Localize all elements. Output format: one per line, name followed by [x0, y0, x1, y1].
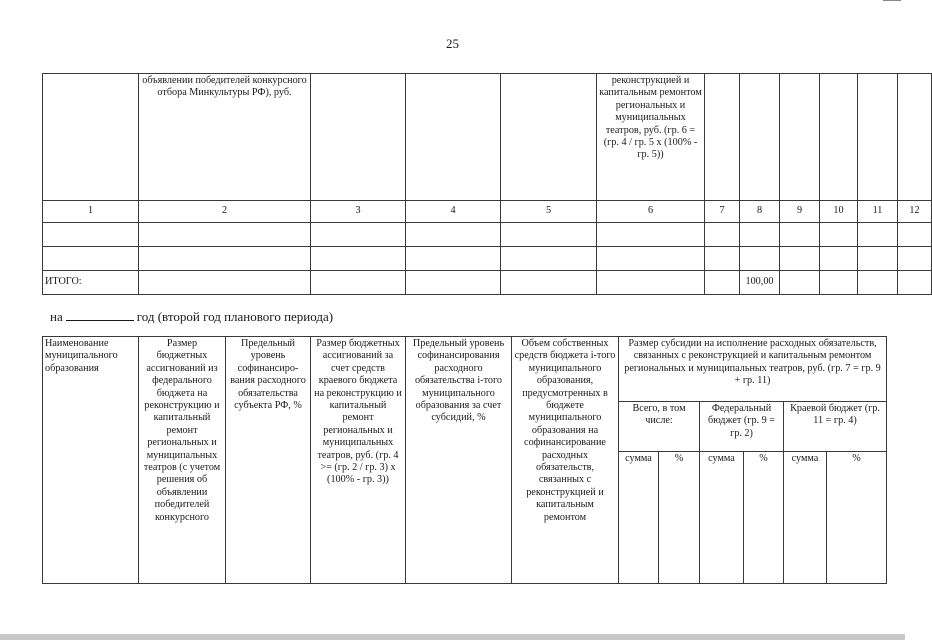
column-number: 7: [705, 201, 740, 223]
header-municipality: Наименование муниципального образования: [43, 337, 139, 584]
table-row: [43, 247, 932, 271]
total-label: ИТОГО:: [43, 271, 139, 295]
column-number: 10: [820, 201, 858, 223]
page-number: 25: [446, 36, 459, 51]
subtitle-suffix: год (второй год планового периода): [136, 309, 334, 324]
column-number: 5: [501, 201, 597, 223]
subheader-total: Всего, в том числе:: [619, 401, 700, 452]
header-cell: [311, 74, 406, 201]
percent-label: %: [827, 452, 887, 584]
header-cell: [858, 74, 898, 201]
summa-label: сумма: [619, 452, 659, 584]
header-cell: [820, 74, 858, 201]
table-row: [43, 223, 932, 247]
column-number: 2: [139, 201, 311, 223]
header-cell-col6: реконструкцией и капитальным ремонтом региональных и муниципальных театров, руб. (гр. 6 = (гр. 4 / гр. 5 х (100% - гр. 5)): [597, 74, 705, 201]
period-subtitle: [50, 308, 333, 325]
subheader-federal: Федеральный бюджет (гр. 9 = гр. 2): [700, 401, 784, 452]
year-blank-line: [66, 308, 134, 321]
percent-label: %: [744, 452, 784, 584]
column-number: 12: [898, 201, 932, 223]
header-own-funds: Объем собственных средств бюджета i-того муниципального образования, предусмотренных в бюджете муниципального образования на софинансирование расходных обязательств, связанных с реконструкцией и капитальным ремонтом: [512, 337, 619, 584]
header-cofinancing-level-subject: Предельный уровень софинансиро-вания расходного обязательства субъекта РФ, %: [226, 337, 311, 584]
corner-mark: [883, 0, 901, 1]
column-number: 9: [780, 201, 820, 223]
column-number: 3: [311, 201, 406, 223]
header-cell: [43, 74, 139, 201]
column-number: 4: [406, 201, 501, 223]
subsidy-table-continued: [42, 73, 932, 295]
header-cell: [501, 74, 597, 201]
column-number: 11: [858, 201, 898, 223]
header-row: [43, 337, 887, 402]
column-number: 6: [597, 201, 705, 223]
header-cell: [705, 74, 740, 201]
column-number: 1: [43, 201, 139, 223]
total-value: 100,00: [740, 271, 780, 295]
header-cofinancing-level-municipal: Предельный уровень софинансирования расходного обязательства i-того муниципального образования за счет субсидий, %: [406, 337, 512, 584]
header-cell-col2: объявлении победителей конкурсного отбора Минкультуры РФ), руб.: [139, 74, 311, 201]
page-bottom-edge: [0, 634, 905, 640]
header-regional-allocations: Размер бюджетных ассигнований за счет средств краевого бюджета на реконструкцию и капитальный ремонт региональных и муниципальных театров, руб. (гр. 4 >= (гр. 2 / гр. 3) х (100% - гр. 3)): [311, 337, 406, 584]
header-row: [43, 74, 932, 201]
subsidy-table-second-year: [42, 336, 887, 584]
total-row: [43, 271, 932, 295]
header-federal-allocations: Размер бюджетных ассигнований из федерального бюджета на реконструкцию и капитальный ремонт региональных и муниципальных театров (с учетом решения об объявлении победителей конкурсного: [139, 337, 226, 584]
header-cell: [780, 74, 820, 201]
header-cell: [406, 74, 501, 201]
header-subsidy-size: Размер субсидии на исполнение расходных обязательств, связанных с реконструкцией и капитальным ремонтом региональных и муниципальных театров, руб. (гр. 7 = гр. 9 + гр. 11): [619, 337, 887, 402]
summa-label: сумма: [784, 452, 827, 584]
summa-label: сумма: [700, 452, 744, 584]
column-number-row: [43, 201, 932, 223]
column-number: 8: [740, 201, 780, 223]
percent-label: %: [659, 452, 700, 584]
header-cell: [898, 74, 932, 201]
header-cell: [740, 74, 780, 201]
subtitle-prefix: на: [50, 309, 63, 324]
subheader-regional: Краевой бюджет (гр. 11 = гр. 4): [784, 401, 887, 452]
